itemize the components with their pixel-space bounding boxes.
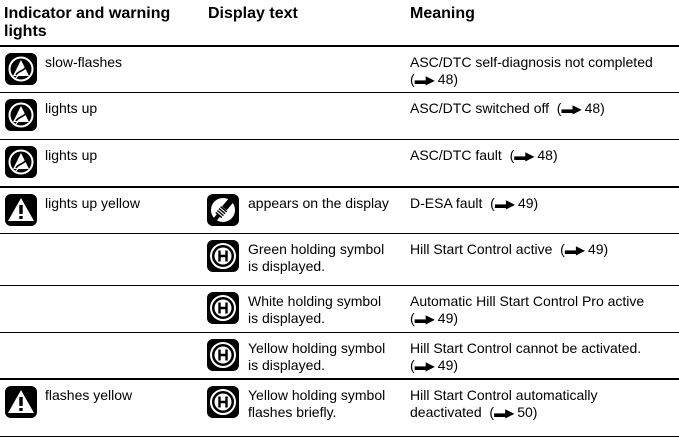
hill-hold-icon — [207, 386, 239, 418]
page-reference[interactable]: (▬▶ 48) — [410, 71, 459, 87]
meaning-text: D-ESA fault — [410, 195, 483, 211]
table-row — [0, 139, 679, 186]
page-reference[interactable]: (▬▶ 50) — [485, 404, 538, 420]
indicator-status: lights up — [45, 100, 98, 116]
warning-triangle-icon — [5, 194, 37, 226]
table-row — [0, 285, 679, 332]
reference-arrow-icon: ▬▶ — [494, 406, 514, 420]
reference-arrow-icon: ▬▶ — [564, 243, 585, 257]
page-number: 49 — [437, 357, 454, 373]
meaning-text: ASC/DTC self-diagnosis not completed — [410, 54, 653, 70]
meaning-cell — [410, 387, 672, 422]
table-row — [0, 233, 679, 280]
page-number: 48 — [437, 71, 454, 87]
page-number: 49 — [517, 195, 534, 211]
page-number: 49 — [587, 241, 604, 257]
hill-hold-icon — [207, 240, 239, 272]
table-row — [0, 45, 679, 93]
reference-arrow-icon: ▬▶ — [414, 359, 434, 373]
indicator-status: slow-flashes — [45, 54, 123, 70]
table-row — [0, 92, 679, 139]
page-reference[interactable]: (▬▶ 49) — [556, 241, 609, 257]
page-reference[interactable]: (▬▶ 49) — [410, 310, 459, 326]
meaning-cell — [410, 54, 672, 89]
meaning-text: ASC/DTC fault — [410, 147, 502, 163]
warning-triangle-icon — [5, 386, 37, 418]
asc-dtc-flashing-icon — [5, 53, 37, 85]
indicator-status: lights up — [45, 147, 98, 163]
reference-arrow-icon: ▬▶ — [494, 197, 515, 211]
hill-hold-icon — [207, 339, 239, 371]
header-display: Display text — [208, 5, 298, 22]
page-reference[interactable]: (▬▶ 48) — [505, 147, 558, 163]
header-meaning: Meaning — [410, 5, 475, 22]
meaning-text: Automatic Hill Start Control Pro active — [410, 293, 645, 309]
display-text: White holding symbol is displayed. — [248, 293, 382, 326]
display-text: appears on the display — [248, 195, 389, 211]
table-row — [0, 332, 679, 379]
page-number: 50 — [517, 404, 533, 420]
reference-arrow-icon: ▬▶ — [514, 149, 534, 163]
meaning-text: Hill Start Control active — [410, 241, 553, 257]
display-text: Yellow holding symbol is displayed. — [248, 340, 386, 373]
meaning-cell — [410, 293, 672, 328]
indicator-status: flashes yellow — [45, 387, 133, 403]
hill-hold-icon — [207, 292, 239, 324]
page-number: 48 — [584, 100, 601, 116]
meaning-cell — [410, 147, 672, 165]
page-number: 49 — [437, 310, 454, 326]
indicator-status: lights up yellow — [45, 195, 140, 211]
reference-arrow-icon: ▬▶ — [414, 312, 434, 326]
header-indicator: Indicator and warning lights — [4, 5, 171, 40]
page-reference[interactable]: (▬▶ 49) — [486, 195, 539, 211]
table-bottom-rule — [0, 436, 679, 437]
asc-dtc-off-icon — [5, 99, 37, 131]
reference-arrow-icon: ▬▶ — [414, 73, 434, 87]
page-reference[interactable]: (▬▶ 49) — [410, 357, 459, 373]
suspension-strut-icon — [207, 194, 239, 226]
meaning-cell — [410, 241, 672, 259]
meaning-cell — [410, 340, 672, 375]
meaning-cell — [410, 195, 672, 213]
meaning-text: Hill Start Control cannot be activated. — [410, 340, 642, 356]
asc-dtc-fault-icon — [5, 146, 37, 178]
table-row — [0, 378, 679, 438]
meaning-text: ASC/DTC switched off — [410, 100, 550, 116]
page-number: 48 — [537, 147, 553, 163]
meaning-cell — [410, 100, 672, 118]
table-row — [0, 186, 679, 234]
page-reference[interactable]: (▬▶ 48) — [552, 100, 605, 116]
meaning-text: Hill Start Control automatically deactivated — [410, 387, 598, 420]
display-text: Green holding symbol is displayed. — [248, 241, 385, 274]
reference-arrow-icon: ▬▶ — [561, 102, 581, 116]
display-text: Yellow holding symbol flashes briefly. — [248, 387, 386, 420]
